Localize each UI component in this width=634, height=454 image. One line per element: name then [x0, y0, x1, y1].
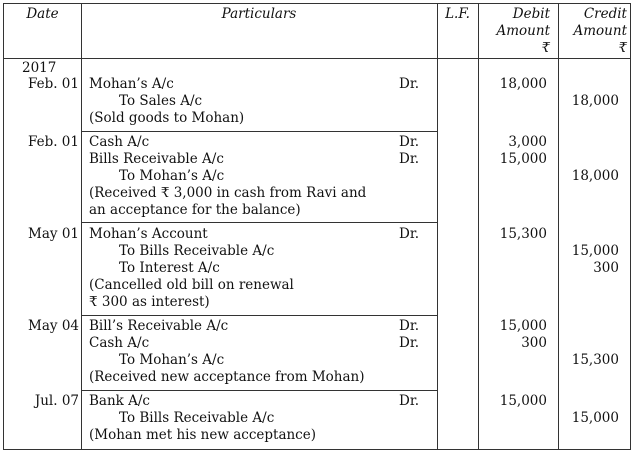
- header-debit-line2: Amount: [496, 23, 550, 39]
- entry-particular: Cash A/c: [89, 134, 150, 150]
- debit-marker: Dr.: [399, 393, 420, 409]
- debit-amount: 15,300: [499, 226, 547, 242]
- entry-divider: [81, 390, 437, 391]
- entry-date: Feb. 01: [27, 134, 79, 150]
- debit-amount: 15,000: [499, 393, 547, 409]
- debit-marker: Dr.: [399, 76, 420, 92]
- entry-particular: (Mohan met his new acceptance): [89, 427, 317, 443]
- entry-particular: Bank A/c: [89, 393, 150, 409]
- entry-particular: Mohan’s A/c: [89, 76, 174, 92]
- entry-particular: (Sold goods to Mohan): [89, 110, 245, 126]
- debit-amount: 3,000: [508, 134, 547, 150]
- entry-particular: an acceptance for the balance): [89, 202, 301, 218]
- header-debit-line1: Debit: [512, 6, 550, 22]
- entry-particular: ₹ 300 as interest): [89, 294, 210, 310]
- credit-amount: 18,000: [571, 93, 619, 109]
- debit-marker: Dr.: [399, 318, 420, 334]
- debit-amount: 15,000: [499, 151, 547, 167]
- entry-divider: [81, 131, 437, 132]
- entry-particular: (Received ₹ 3,000 in cash from Ravi and: [89, 185, 367, 201]
- credit-amount: 15,000: [571, 410, 619, 426]
- credit-amount: 15,000: [571, 243, 619, 259]
- debit-amount: 15,000: [499, 318, 547, 334]
- entry-particular: Bill’s Receivable A/c: [89, 318, 229, 334]
- header-credit-line2: Amount: [573, 23, 627, 39]
- entry-particular: To Bills Receivable A/c: [119, 410, 275, 426]
- entry-divider: [81, 222, 437, 223]
- entry-particular: Cash A/c: [89, 335, 150, 351]
- entry-particular: To Mohan’s A/c: [119, 168, 225, 184]
- header-credit-line1: Credit: [583, 6, 627, 22]
- entry-particular: To Mohan’s A/c: [119, 352, 225, 368]
- credit-amount: 300: [593, 260, 619, 276]
- entry-date: Jul. 07: [34, 393, 79, 409]
- entry-divider: [81, 315, 437, 316]
- entry-particular: (Received new acceptance from Mohan): [89, 369, 365, 385]
- debit-marker: Dr.: [399, 134, 420, 150]
- entry-particular: Bills Receivable A/c: [89, 151, 224, 167]
- entry-particular: (Cancelled old bill on renewal: [89, 277, 294, 293]
- header-debit-currency: ₹: [541, 40, 550, 56]
- journal-table: [3, 3, 631, 450]
- credit-amount: 15,300: [571, 352, 619, 368]
- header-divider: [4, 58, 630, 59]
- entry-date: Feb. 01: [27, 76, 79, 92]
- year-label: 2017: [22, 60, 57, 76]
- debit-amount: 18,000: [499, 76, 547, 92]
- debit-marker: Dr.: [399, 335, 420, 351]
- column-divider: [558, 4, 559, 449]
- credit-amount: 18,000: [571, 168, 619, 184]
- debit-marker: Dr.: [399, 226, 420, 242]
- header-lf: L.F.: [445, 6, 470, 22]
- entry-date: May 01: [28, 226, 79, 242]
- header-date: Date: [26, 6, 59, 22]
- entry-particular: To Bills Receivable A/c: [119, 243, 275, 259]
- header-credit-currency: ₹: [618, 40, 627, 56]
- entry-particular: To Sales A/c: [119, 93, 203, 109]
- debit-marker: Dr.: [399, 151, 420, 167]
- column-divider: [81, 4, 82, 449]
- entry-particular: Mohan’s Account: [89, 226, 208, 242]
- entry-date: May 04: [28, 318, 79, 334]
- column-divider: [437, 4, 438, 449]
- header-particulars: Particulars: [221, 6, 297, 22]
- debit-amount: 300: [521, 335, 547, 351]
- entry-particular: To Interest A/c: [119, 260, 220, 276]
